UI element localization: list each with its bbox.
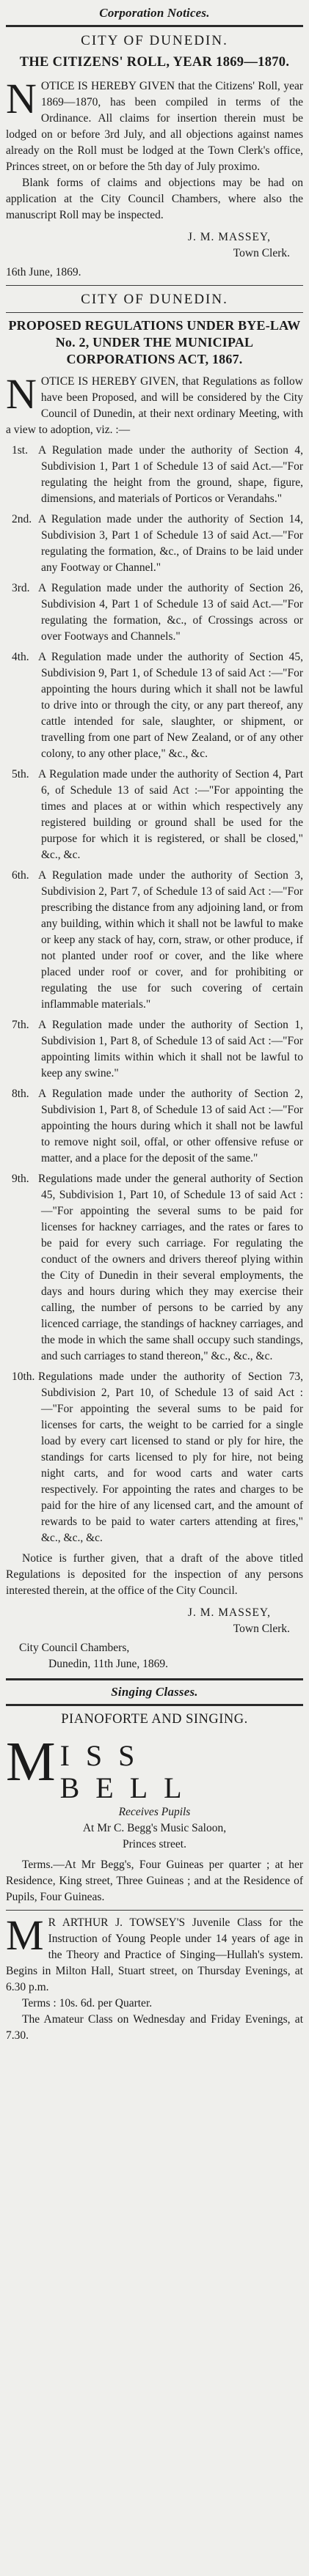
- regulation-item: [6, 512, 303, 576]
- regulation-item: [6, 767, 303, 863]
- regulation-text: A Regulation made under the authority of Section 14, Subdivision 3, Part 1 of Schedule 13 of said Act.—"For regulating the formation, &c., of Drains to be laid under any Footway or Channel.": [38, 513, 303, 574]
- drop-cap: M: [6, 1911, 44, 1959]
- divider: [6, 25, 303, 27]
- regulation-text: A Regulation made under the authority of Section 2, Subdivision 1, Part 8, of Schedule 13 of said Act :—"For appointing the hours during which it shall not be lawful to remove night soil, offal, or other offensive refuse or matter, and a place for the deposit of the same.": [38, 1088, 303, 1165]
- notice-city: CITY OF DUNEDIN.: [81, 33, 228, 48]
- regulation-number: 10th.: [12, 1370, 35, 1383]
- notice-headline: THE CITIZENS' ROLL, YEAR 1869—1870.: [19, 55, 290, 70]
- regulation-item: [6, 443, 303, 507]
- drop-cap: N: [6, 75, 37, 122]
- regulation-text: A Regulation made under the authority of Section 4, Subdivision 1, Part 1 of Schedule 13 of said Act.—"For regulating the height from the ground, shape, figure, dimensions, and materials of Porticos or Verandahs.": [38, 444, 303, 505]
- miss-bell-block: [6, 1735, 303, 1820]
- regulation-text: Regulations made under the general authority of Section 45, Subdivision 1, Part 10, of Schedule 13 of said Act :—"For appointing the several sums to be paid for licenses for hackney carriages, and the rates or fares to be paid for every such carriage. For regulating the conduct of the owners and drivers thereof plying within the City of Dunedin in their several employments, the days and hours during which they may exercise their calling, the number of persons to be carried by any licenced carriage, the standings of hackney carriages, and the mode in which the same shall occupy such standings, and such carriages to stand thereon," &c., &c., &c.: [38, 1173, 303, 1362]
- regulation-text: A Regulation made under the authority of Section 3, Subdivision 2, Part 7, of Schedule 13 of said Act :—"For prescribing the distance from any adjoining land, or from any building, within which it shall not be lawful to make or keep any stack of hay, corn, straw, or other produce, if not planted under roof or cover, and the like where placed under roof or cover, and for prohibiting or regulating the use for such covering of certain inflammable materials.": [38, 869, 303, 1011]
- regulation-text: A Regulation made under the authority of Section 1, Subdivision 1, Part 8, of Schedule 13 of said Act :—"For appointing limits within which it shall not be lawful to keep any swine.": [38, 1019, 303, 1080]
- regulation-number: 7th.: [12, 1019, 29, 1031]
- regulation-number: 2nd.: [12, 513, 32, 525]
- terms-text: Terms : 10s. 6d. per Quarter.: [22, 1997, 153, 2009]
- notice-pianoforte: [6, 1710, 303, 1905]
- divider: [6, 312, 303, 313]
- signature-name: J. M. MASSEY,: [187, 1606, 271, 1619]
- notice-proposed-regulations: [6, 292, 303, 1672]
- regulation-item: [6, 649, 303, 762]
- regulation-text: A Regulation made under the authority of Section 4, Part 6, of Schedule 13 of said Act :—"For appointing the times and places at or within which respectively any registered building or ground shall be used for the purpose for which it is registered, or shall be closed," &c., &c.: [38, 768, 303, 861]
- divider: [6, 1678, 303, 1680]
- divider: [6, 1910, 303, 1911]
- signature-title: Town Clerk.: [233, 1623, 290, 1635]
- regulation-item: [6, 1369, 303, 1546]
- regulation-text: Regulations made under the authority of Section 73, Subdivision 2, Part 10, of Schedule 13 of said Act :—"For appointing the several sums to be paid for licenses for carts, the weight to be carried for a single load by every cart licensed to stand or ply for hire, the standings for carts licensed to ply for hire, not being night carts, and for wood carts and water carts respectively. For appointing the rates and charges to be paid for the hire of any licensed cart, and the amount of rewards to be paid to water carters attending at fires," &c., &c., &c.: [38, 1370, 303, 1544]
- drop-cap: N: [6, 370, 37, 418]
- notice-closing: Notice is further given, that a draft of the above titled Regulations is deposited for the inspection of any persons interested therein, at the office of the City Council.: [6, 1552, 303, 1597]
- receives-line: Receives Pupils: [118, 1806, 191, 1818]
- notice-headline: PROPOSED REGULATIONS UNDER BYE-LAW No. 2, UNDER THE MUNICIPAL CORPORATIONS ACT, 1867.: [8, 318, 301, 366]
- signature-office: City Council Chambers,: [19, 1642, 130, 1654]
- amateur-class-text: The Amateur Class on Wednesday and Friday Evenings, at 7.30.: [6, 2013, 303, 2042]
- signature-title: Town Clerk.: [233, 247, 290, 259]
- notice-date: 16th June, 1869.: [6, 266, 81, 278]
- notice-body-2: Blank forms of claims and objections may be had on application at the City Council Chambers, where also the manuscript Roll may be inspected.: [6, 177, 303, 221]
- regulation-number: 3rd.: [12, 582, 30, 594]
- notice-headline: PIANOFORTE AND SINGING.: [61, 1712, 248, 1727]
- divider: [6, 285, 303, 286]
- section-header-singing: Singing Classes.: [111, 1685, 198, 1699]
- regulation-text: A Regulation made under the authority of Section 45, Subdivision 9, Part 1, of Schedule 13 of said Act :—"For appointing the hours during which it shall not be lawful to drive into or through the city, or any part thereof, any cattle intended for sale, slaughter, or shipment, or travelling from one part of New Zealand, or of any other colony, to any other place," &c., &c.: [38, 651, 303, 760]
- regulation-text: A Regulation made under the authority of Section 26, Subdivision 4, Part 1 of Schedule 13 of said Act.—"For regulating the formation, &c., of Crossings across or over Footways and Channels.": [38, 582, 303, 643]
- notice-city: CITY OF DUNEDIN.: [81, 292, 228, 307]
- street-line: Princes street.: [123, 1838, 186, 1850]
- notice-citizens-roll: [6, 33, 303, 281]
- notice-intro: NOTICE IS HEREBY GIVEN, that Regulations as follow have been Proposed, and will be considered by the City Council of Dunedin, at their next ordinary Meeting, with a view to adoption, viz. :—: [6, 370, 303, 436]
- regulation-item: [6, 1017, 303, 1082]
- teacher-name: ISS BELL: [59, 1739, 198, 1804]
- regulation-item: [6, 1086, 303, 1167]
- terms-text: Terms.—At Mr Begg's, Four Guineas per quarter ; at her Residence, King street, Three Guineas ; and at the Residence of Pupils, Four Guineas.: [6, 1859, 303, 1903]
- regulation-number: 8th.: [12, 1088, 29, 1100]
- signature-place-date: Dunedin, 11th June, 1869.: [48, 1658, 169, 1670]
- regulation-number: 9th.: [12, 1173, 29, 1185]
- regulation-number: 5th.: [12, 768, 29, 780]
- section-header-corporation: Corporation Notices.: [99, 6, 210, 20]
- regulations-list: [6, 443, 303, 1546]
- signature-name: J. M. MASSEY,: [187, 231, 271, 243]
- regulation-item: [6, 580, 303, 645]
- drop-cap: M: [6, 1735, 56, 1793]
- notice-towsey-class: [6, 1911, 303, 2044]
- regulation-number: 1st.: [12, 444, 28, 457]
- regulation-item: [6, 1171, 303, 1365]
- divider: [6, 1704, 303, 1706]
- notice-body: M R ARTHUR J. TOWSEY'S Juvenile Class for the Instruction of Young People under 14 years of age in the Theory and Practice of Singing—Hullah's system. Begins in Milton Hall, Stuart street, on Thursday Evenings, at 6.30 p.m.: [6, 1911, 303, 1993]
- notice-body: NOTICE IS HEREBY GIVEN that the Citizens' Roll, year 1869—1870, has been compiled in terms of the Ordinance. All claims for insertion therein must be lodged on or before 3rd July, and all objections against names already on the Roll must be lodged at the Town Clerk's office, Princes street, on or before the 5th day of July proximo.: [6, 75, 303, 173]
- regulation-number: 4th.: [12, 651, 29, 663]
- regulation-number: 6th.: [12, 869, 29, 882]
- location-line: At Mr C. Begg's Music Saloon,: [82, 1822, 227, 1834]
- regulation-item: [6, 868, 303, 1013]
